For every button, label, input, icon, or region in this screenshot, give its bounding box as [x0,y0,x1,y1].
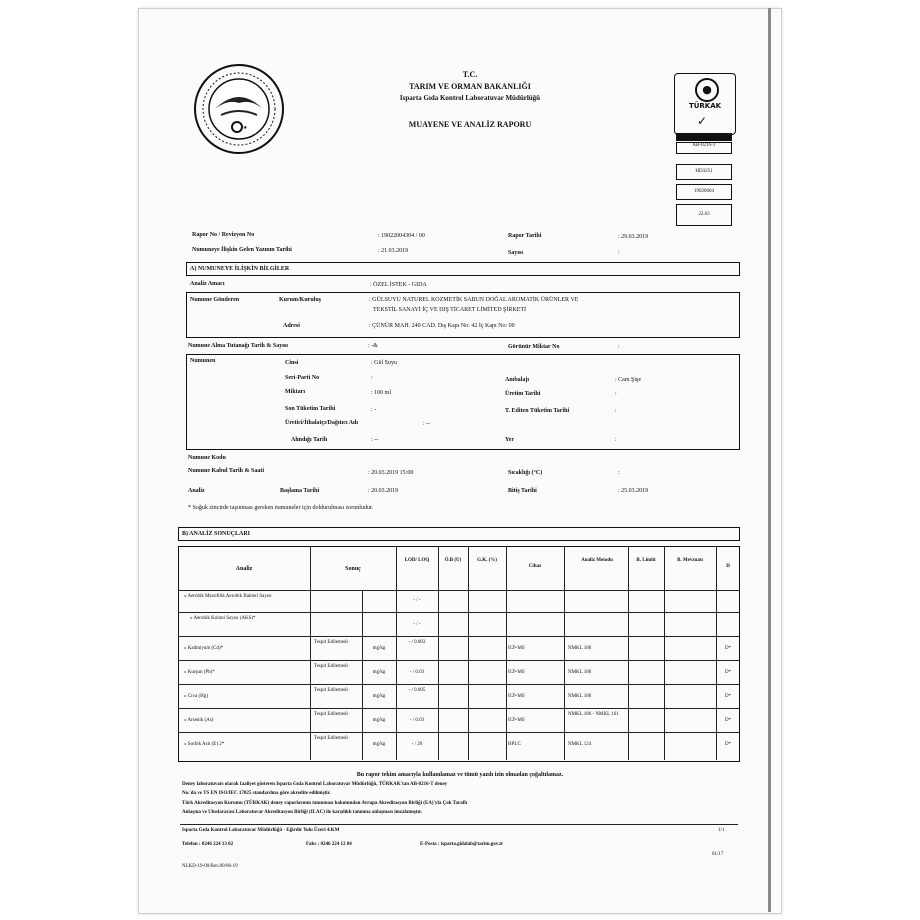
sayi-value: : [618,250,620,256]
serial-label: Seri-Parti No [285,375,320,381]
row-divider [178,732,740,733]
institution-line-1: : GÜLSUYU NATUREL KOZMETİK SABUN DOĞAL AROMATİK ÜRÜNLER VE [369,297,579,303]
header-ministry: TARIM VE ORMAN BAKANLIĞI [409,82,531,91]
col-divider [628,546,629,760]
sample-box [186,354,740,450]
col-method: Analiz Metodu [581,558,613,563]
end-value: : 25.03.2019 [618,488,649,494]
unit-value: mg/kg [372,742,386,747]
page-edge [768,8,771,912]
col-d: D [726,564,730,569]
turkak-box-3: 22.03 [676,204,732,226]
col-divider [716,546,717,760]
sayi-label: Sayısı [508,250,524,256]
page-number: 1/1 [718,828,725,833]
report-title: MUAYENE VE ANALİZ RAPORU [408,120,532,129]
col-ob: Ö.B (U) [444,558,462,563]
place-value: : [615,437,617,443]
start-value: : 20.03.2019 [368,488,399,494]
footer-email: E-Posta : isparta.gidalab@tarim.gov.tr [420,842,504,847]
accreditation-line-3: Türk Akreditasyon Kurumu (TÜRKAK) deney raporlarının tanınması bakımından Avrupa Akreditasyon Birliği (EA)'yla Çok Taraflı [182,801,468,806]
results-table [178,546,740,762]
method-value: NMKL 186 [568,670,592,675]
row-divider [178,612,740,613]
lod-value: - / 0.005 [408,688,426,693]
lod-value: - / - [413,622,421,627]
sender-box [186,292,740,338]
unit-value: mg/kg [372,694,386,699]
report-no-label: Rapor No / Revizyon No [192,232,255,238]
check-icon: ✓ [697,114,708,128]
production-date-label: Üretim Tarihi [505,391,541,397]
accept-value: : 20.03.2019 15:00 [368,470,414,476]
accreditation-line-2: No.'da ve TS EN ISO/IEC 17025 standardına göre akredite edilmiştir. [182,791,331,796]
lod-value: - / 0.003 [408,640,426,645]
header-tc: T.C. [462,70,478,79]
device-value: ICP-MS [508,694,525,699]
device-value: HPLC [508,742,521,747]
section-a-header [186,262,740,276]
turkak-box-2: 19020004 [676,184,732,200]
amount-label: Miktarı [285,389,305,395]
d-value: D* [724,742,732,747]
turkak-logo: ● TÜRKAK ✓ [674,73,736,135]
col-device: Cihaz [528,564,542,569]
footer-fax: Faks : 0246 224 12 84 [306,842,352,847]
taking-value: : -& [368,343,378,349]
taking-label: Numune Alma Tutanağı Tarih & Sayısı [188,343,288,349]
unit-value: mg/kg [372,718,386,723]
d-value: D* [724,646,732,651]
svg-text:★: ★ [243,125,248,131]
seen-amount: : [618,344,620,350]
accreditation-line-4: Anlaşma ve Uluslararası Laboratuvar Akreditasyon Birliği (ILAC) ile karşılıklı tanınma anlaşması imzalamıştır. [182,810,422,815]
sender-label: Numune Gönderen [190,297,240,303]
section-b-header [178,527,740,541]
sample-label: Numunen [190,358,216,364]
col-divider [362,590,363,760]
start-label: Başlama Tarihi [280,488,320,494]
best-before: : [615,408,617,414]
col-divider [438,546,439,760]
ministry-seal [193,63,285,155]
method-value: NMKL 186 - NMKL 161 [568,712,619,717]
taken-date: : -- [371,437,379,443]
col-divider [564,546,565,760]
expiry-label: Son Tüketim Tarihi [285,406,336,412]
result-value: Tespit Edilemedi [314,688,348,693]
col-divider [664,546,665,760]
lod-value: - / 0.03 [409,718,425,723]
sample-kind: : Gül Suyu [371,360,398,366]
analysis-label: Analiz [188,488,205,494]
package-value: : Cam Şişe [615,377,642,383]
temp-label: Sıcaklığı (°C) [508,470,543,476]
seen-amount-label: Görünür Miktar No [508,344,560,350]
amount-value: : 100 ml [371,390,392,396]
section-a-title: A) NUMUNEYE İLİŞKİN BİLGİLER [190,266,290,272]
result-value: Tespit Edilemedi [314,664,348,669]
col-lod: LOD/ LOQ [404,558,430,563]
institution-line-2: TEKSTİL SANAYİ İÇ VE DIŞ TİCARET LİMİTED ŞİRKETİ [373,307,527,313]
result-value: Tespit Edilemedi [314,640,348,645]
turkak-box-1: HD3251 [676,164,732,180]
taken-date-label: Alındığı Tarih [291,437,328,443]
unit-value: mg/kg [372,646,386,651]
sample-date: : 21.03.2019 [378,248,409,254]
col-analysis: Analiz [235,566,253,572]
result-value: Tespit Edilemedi [314,736,348,741]
col-result: Sonuç [345,566,361,572]
header-lab: Isparta Gıda Kontrol Laboratuvar Müdürlüğü [399,94,541,102]
sample-date-label: Numuneye İlişkin Gelen Yazının Tarihi [192,247,292,253]
col-limit: B. Limiti [636,558,656,563]
analysis-name: » Kadmiyum (Cd)* [184,646,224,651]
end-label: Bitiş Tarihi [508,488,537,494]
col-divider [310,546,311,760]
row-divider [178,684,740,685]
lod-value: - / 20 [411,742,423,747]
turkak-brand: TÜRKAK [688,102,722,110]
method-value: NMKL 124 [568,742,592,747]
footer-phone: Telefon : 0246 224 13 02 [182,842,234,847]
col-gk: G.K. (%) [477,558,497,563]
method-value: NMKL 186 [568,694,592,699]
package-label: Ambalajı [505,377,529,383]
rev-code: 01/17 [712,852,724,857]
col-divider [468,546,469,760]
row-divider [178,636,740,637]
analysis-name: » Arsenik (As) [184,718,214,723]
address-value: : ÇÜNÜR MAH. 240 CAD. Dış Kapı No: 42 İç Kapı No: 00 [369,323,515,329]
result-value: Tespit Edilemedi [314,712,348,717]
expiry-value: : - [371,407,377,413]
lod-value: - / 0.03 [409,670,425,675]
serial-value: : [371,375,373,381]
accept-label: Numune Kabul Tarih & Saati [188,468,265,474]
col-divider [396,546,397,760]
report-no: : 19022004304 / 00 [378,233,425,239]
analysis-name: » Aerobik Koloni Sayısı (AKS)* [190,616,256,621]
unit-value: mg/kg [372,670,386,675]
row-divider [178,660,740,661]
device-value: ICP-MS [508,646,525,651]
header-divider [178,590,740,591]
d-value: D* [724,670,732,675]
device-value: ICP-MS [508,718,525,723]
sample-kind-label: Cinsi [285,360,299,366]
analysis-name: » Aerobik Mezofilik Aerobik Bakteri Sayısı [184,594,272,599]
turkak-bar [676,133,732,141]
producer-value: : -- [423,421,431,427]
address-label: Adresi [283,323,300,329]
temp-value: : [618,470,620,476]
col-divider [506,546,507,760]
usage-note: Bu rapor tekim amacıyla kullanılamaz ve tümü yazılı izin olmadan çoğaltılamaz. [356,772,564,778]
doc-code: NLKD-19-00/Rev.00/06-19 [182,864,238,869]
footer-rule [180,824,738,825]
report-date: : 29.03.2019 [618,234,649,240]
best-before-label: T. Editen Tüketim Tarihi [505,408,570,414]
col-regulation: B. Mevzuatı [677,558,703,563]
section-b-title: B) ANALİZ SONUÇLARI [182,531,251,537]
place-label: Yer [505,437,514,443]
production-date: : [615,391,617,397]
row-divider [178,708,740,709]
report-date-label: Rapor Tarihi [508,233,542,239]
producer-label: Üretici/İthalatçı/Dağıtıcı Adı [285,420,359,426]
d-value: D* [724,718,732,723]
method-value: NMKL 186 [568,646,592,651]
sample-code-label: Numune Kodu [188,455,226,461]
accreditation-line-1: Deney laboratuvarı olarak faaliyet gösteren Isparta Gıda Kontrol Laboratuvar Müdürlüğü, TÜRKAK'tan AB-0216-T deney [182,782,448,787]
lod-value: - / - [413,598,421,603]
turkak-code: AB-0216-T [676,142,732,154]
device-value: ICP-MS [508,670,525,675]
cold-chain-note: * Soğuk zincirde taşınması gereken numuneler için doldurulması zorunludur. [188,505,374,511]
analysis-name: » Cıva (Hg) [184,694,208,699]
d-value: D* [724,694,732,699]
footer-address: Isparta Gıda Kontrol Laboratuvar Müdürlüğü - Eğirdir Yolu Üzeri 4.KM [182,828,340,833]
institution-label: Kurum/Kuruluş [279,297,322,303]
analysis-purpose-label: Analiz Amacı [190,281,225,287]
analysis-purpose: : ÖZEL İSTEK - GIDA [370,282,427,288]
analysis-name: » Kurşun (Pb)* [184,670,215,675]
analysis-name: » Sorbik Asit (E) 2* [184,742,225,747]
